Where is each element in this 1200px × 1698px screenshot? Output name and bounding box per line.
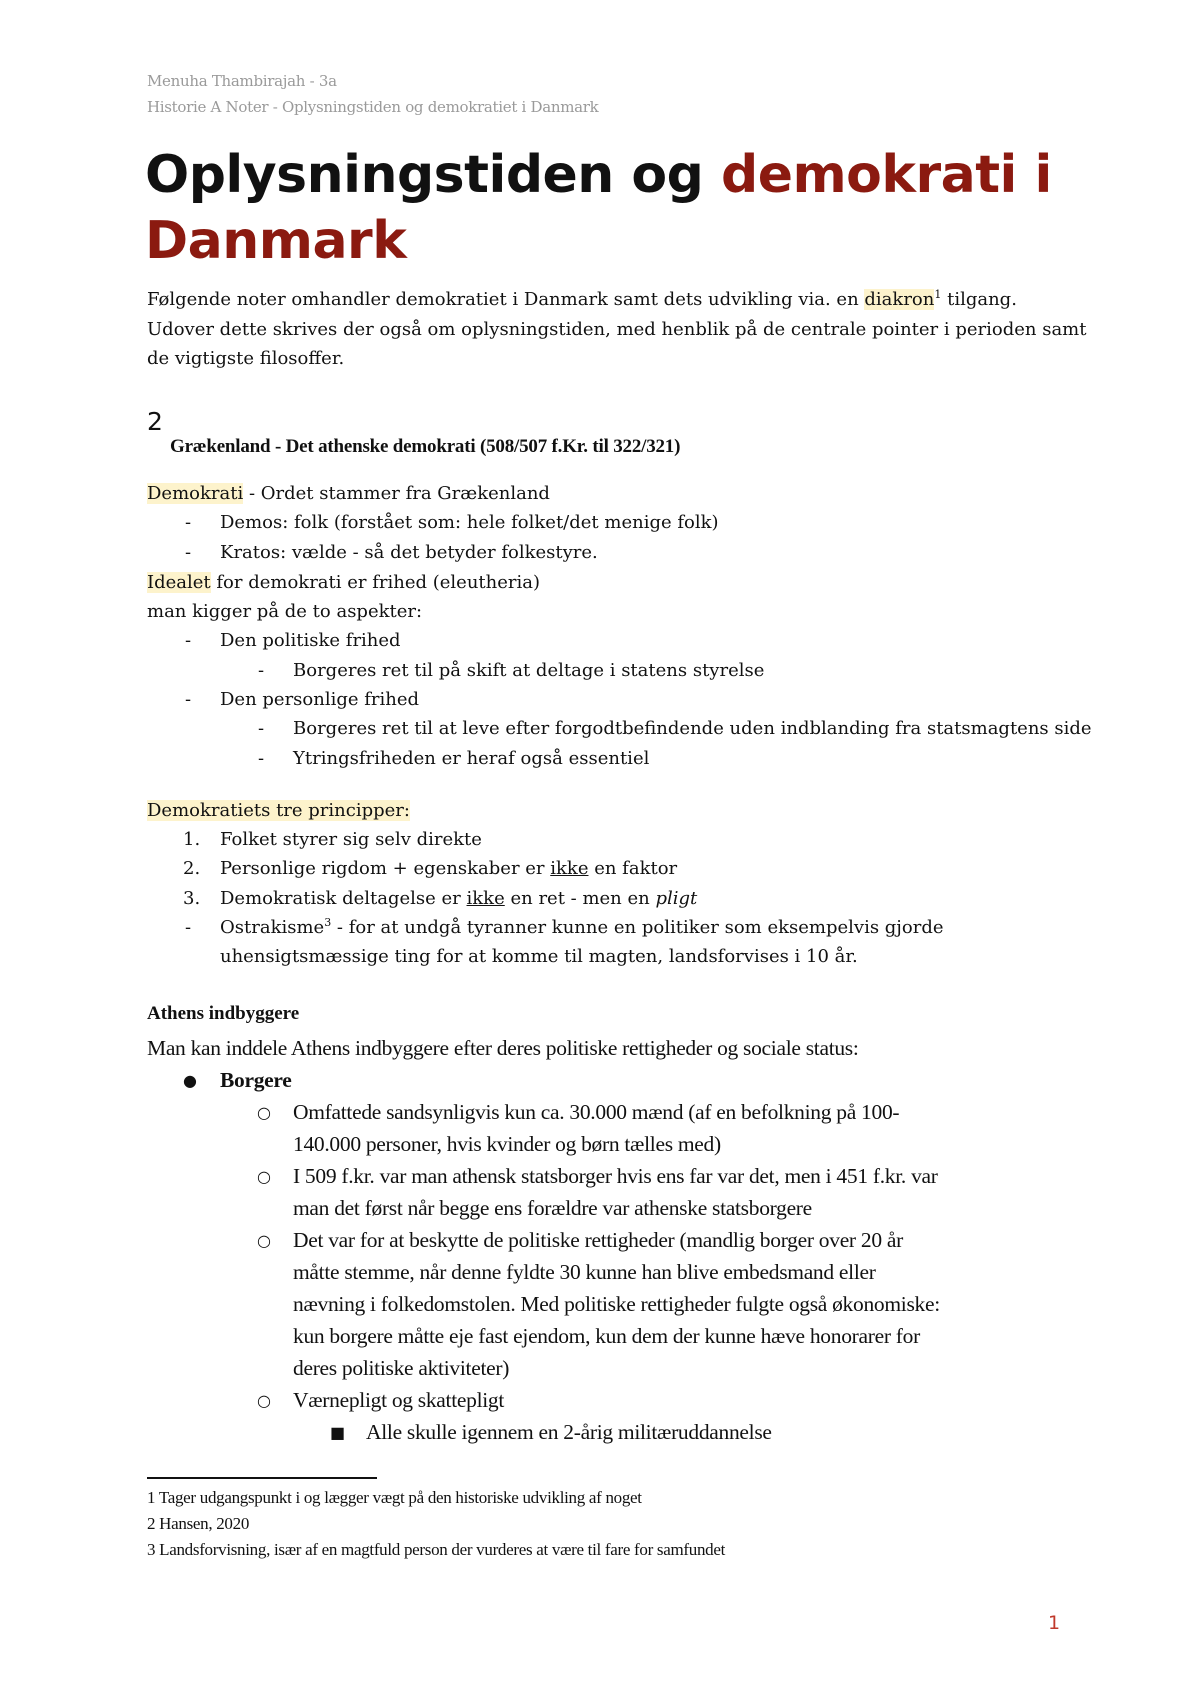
bullet-hollow-circle: ○	[257, 1391, 271, 1410]
principle-2	[220, 858, 677, 879]
principle-2-text: Personlige rigdom + egenskaber er	[220, 858, 551, 879]
demos-line: Demos: folk (forstået som: hele folket/det menige folk)	[220, 512, 719, 533]
bullet-hollow-circle: ○	[257, 1167, 271, 1186]
ostrakisme-line	[220, 917, 944, 938]
personal-freedom: Den personlige frihed	[220, 689, 420, 710]
bullet-hollow-circle: ○	[257, 1231, 271, 1250]
intro-line3: de vigtigste filosoffer.	[147, 348, 345, 369]
borgere-point-3-l2: måtte stemme, når denne fyldte 30 kunne han blive embedsmand eller	[293, 1260, 876, 1284]
ostrakisme-text: - for at undgå tyranner kunne en politiker som eksempelvis gjorde	[331, 917, 944, 938]
demokrati-rest: - Ordet stammer fra Grækenland	[243, 483, 550, 504]
borgere-point-1-l2: 140.000 personer, hvis kvinder og børn tælles med)	[293, 1132, 721, 1156]
dash-marker: -	[185, 917, 192, 938]
dash-marker: -	[185, 689, 192, 710]
aspects-line: man kigger på de to aspekter:	[147, 601, 423, 622]
ideal-term: Idealet	[147, 572, 211, 593]
dash-marker: -	[258, 748, 265, 769]
dash-marker: -	[258, 718, 265, 739]
demokrati-term: Demokrati	[147, 483, 244, 504]
ideal-rest: for demokrati er frihed (eleutheria)	[210, 572, 541, 593]
ostrakisme-line2: uhensigtsmæssige ting for at komme til magten, landsforvises i 10 år.	[220, 946, 858, 967]
borgere-point-3-l3: nævning i folkedomstolen. Med politiske rettigheder fulgte også økonomiske:	[293, 1292, 940, 1316]
borgere-point-1-l1: Omfattede sandsynligvis kun ca. 30.000 mænd (af en befolkning på 100-	[293, 1100, 900, 1124]
footnote-3: 3 Landsforvisning, især af en magtfuld person der vurderes at være til fare for samfundet	[147, 1540, 726, 1559]
borgere-point-4-sub: Alle skulle igennem en 2-årig militæruddannelse	[366, 1420, 772, 1444]
title-accent-line1: demokrati i	[720, 145, 1052, 205]
principle-2-end: en faktor	[588, 858, 678, 879]
page-number: 1	[1048, 1612, 1061, 1634]
ideal-line	[147, 572, 540, 593]
borgere-point-2-l1: I 509 f.kr. var man athensk statsborger hvis ens far var det, men i 451 f.kr. var	[293, 1164, 938, 1188]
footnote-ref-3[interactable]: 3	[324, 916, 332, 929]
intro-text: Følgende noter omhandler demokratiet i Danmark samt dets udvikling via. en	[147, 289, 865, 310]
footnote-2: 2 Hansen, 2020	[147, 1514, 250, 1533]
page-title	[145, 142, 1085, 274]
dash-marker: -	[258, 660, 265, 681]
list-number: 3.	[183, 888, 201, 909]
section-heading: Grækenland - Det athenske demokrati (508/507 f.Kr. til 322/321)	[170, 436, 681, 457]
footnote-separator	[147, 1477, 377, 1479]
dash-marker: -	[185, 512, 192, 533]
principle-3-text: Demokratisk deltagelse er	[220, 888, 467, 909]
title-accent-line2: Danmark	[145, 211, 407, 271]
personal-freedom-sub1: Borgeres ret til at leve efter forgodtbefindende uden indblanding fra statsmagtens side	[293, 718, 1092, 739]
principle-3-mid: en ret - men en	[504, 888, 656, 909]
borgere-point-3-l5: deres politiske aktiviteter)	[293, 1356, 510, 1380]
athens-heading: Athens indbyggere	[147, 1003, 300, 1024]
list-number: 2.	[183, 858, 201, 879]
intro-highlight: diakron	[864, 289, 935, 310]
political-freedom-sub: Borgeres ret til på skift at deltage i statens styrelse	[293, 660, 765, 681]
borgere-label: Borgere	[220, 1068, 292, 1092]
kratos-line: Kratos: vælde - så det betyder folkestyre.	[220, 542, 598, 563]
political-freedom: Den politiske frihed	[220, 630, 401, 651]
borgere-point-4: Værnepligt og skattepligt	[293, 1388, 505, 1412]
bullet-square: ■	[330, 1423, 346, 1442]
title-part1: Oplysningstiden og	[145, 145, 721, 205]
header-subtitle: Historie A Noter - Oplysningstiden og demokratiet i Danmark	[147, 98, 599, 116]
principle-3-underlined: ikke	[466, 888, 505, 909]
principles-heading	[147, 800, 410, 821]
dash-marker: -	[185, 542, 192, 563]
footnote-1: 1 Tager udgangspunkt i og lægger vægt på den historiske udvikling af noget	[147, 1488, 642, 1507]
list-number: 1.	[183, 829, 201, 850]
intro-text-end: tilgang.	[941, 289, 1017, 310]
borgere-point-2-l2: man det først når begge ens forældre var athenske statsborgere	[293, 1196, 812, 1220]
athens-intro: Man kan inddele Athens indbyggere efter deres politiske rettigheder og sociale status:	[147, 1036, 859, 1060]
header-author: Menuha Thambirajah - 3a	[147, 72, 337, 90]
section-number: 2	[147, 407, 163, 436]
principle-3-italic: pligt	[655, 888, 698, 909]
borgere-point-3-l1: Det var for at beskytte de politiske rettigheder (mandlig borger over 20 år	[293, 1228, 903, 1252]
intro-line2: Udover dette skrives der også om oplysningstiden, med henblik på de centrale pointer i perioden samt	[147, 318, 1087, 340]
principle-2-underlined: ikke	[550, 858, 589, 879]
principle-3	[220, 888, 697, 909]
bullet-hollow-circle: ○	[257, 1103, 271, 1122]
principle-1: Folket styrer sig selv direkte	[220, 829, 482, 850]
demokrati-line	[147, 483, 550, 504]
intro-paragraph	[147, 285, 1087, 374]
principles-heading-text: Demokratiets tre principper:	[147, 800, 410, 821]
dash-marker: -	[185, 630, 192, 651]
ostrakisme-term: Ostrakisme	[220, 917, 325, 938]
personal-freedom-sub2: Ytringsfriheden er heraf også essentiel	[293, 748, 650, 769]
borgere-point-3-l4: kun borgere måtte eje fast ejendom, kun dem der kunne hæve honorarer for	[293, 1324, 920, 1348]
bullet-filled-circle: ●	[183, 1071, 197, 1090]
footnote-ref-1[interactable]: 1	[934, 288, 942, 301]
